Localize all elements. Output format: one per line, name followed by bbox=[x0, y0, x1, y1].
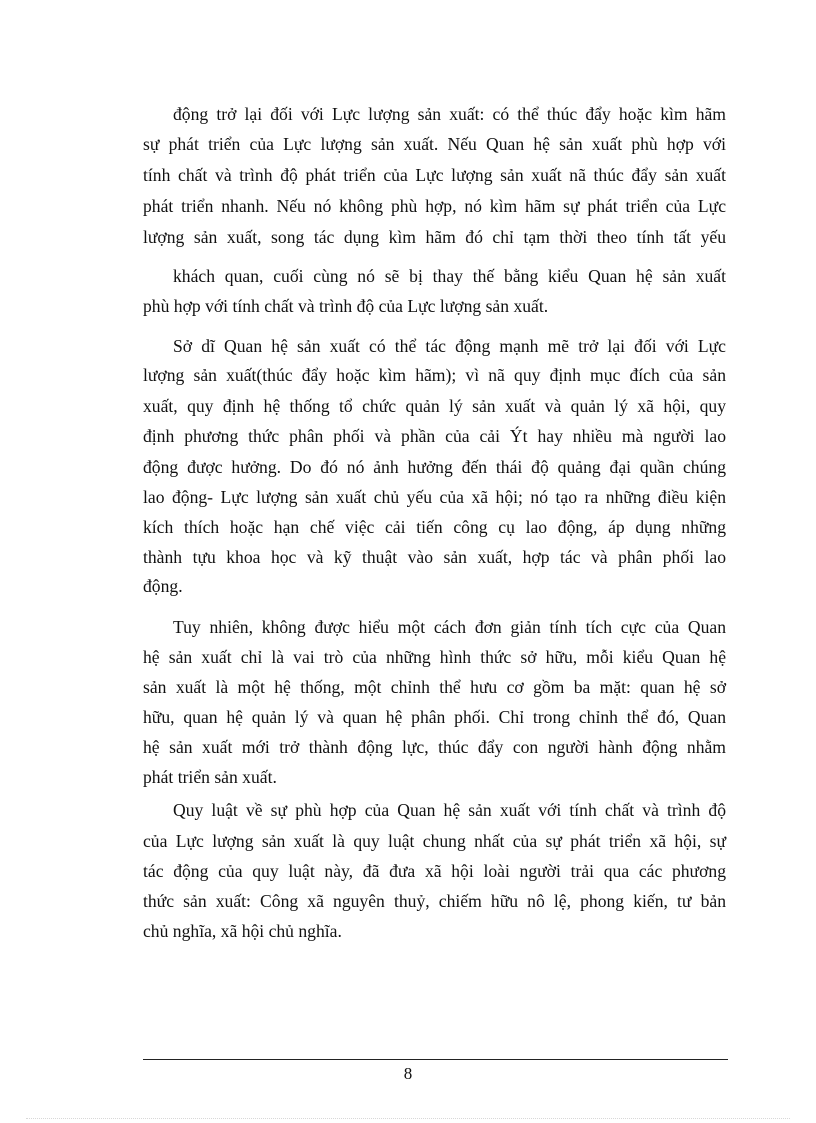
paragraph-line: hệ sản xuất mới trở thành động lực, thúc đẩy con người hành động nhằm bbox=[143, 737, 726, 757]
paragraph-line: sự phát triển của Lực lượng sản xuất. Nếu Quan hệ sản xuất phù hợp với bbox=[143, 134, 726, 154]
paragraph-line: phát triển nhanh. Nếu nó không phù hợp, nó kìm hãm sự phát triển của Lực bbox=[143, 196, 726, 216]
paragraph-line: động được hưởng. Do đó nó ảnh hưởng đến thái độ quảng đại quần chúng bbox=[143, 457, 726, 477]
paragraph-line: Quy luật về sự phù hợp của Quan hệ sản xuất với tính chất và trình độ bbox=[173, 800, 726, 820]
paragraph-line: hữu, quan hệ quản lý và quan hệ phân phối. Chỉ trong chỉnh thể đó, Quan bbox=[143, 707, 726, 727]
paragraph-line: phát triển sản xuất. bbox=[143, 767, 277, 787]
paragraph-line: động. bbox=[143, 576, 183, 596]
paragraph-line: thức sản xuất: Công xã nguyên thuỷ, chiếm hữu nô lệ, phong kiến, tư bản bbox=[143, 891, 726, 911]
paragraph-line: khách quan, cuối cùng nó sẽ bị thay thế bằng kiểu Quan hệ sản xuất bbox=[173, 266, 726, 286]
paragraph-line: chủ nghĩa, xã hội chủ nghĩa. bbox=[143, 921, 342, 941]
paragraph-line: sản xuất là một hệ thống, một chỉnh thể hưu cơ gồm ba mặt: quan hệ sở bbox=[143, 677, 726, 697]
paragraph-line: động trở lại đối với Lực lượng sản xuất: có thể thúc đẩy hoặc kìm hãm bbox=[173, 104, 726, 124]
footer-divider bbox=[143, 1059, 728, 1060]
paragraph-line: Sở dĩ Quan hệ sản xuất có thể tác động mạnh mẽ trở lại đối với Lực bbox=[173, 336, 726, 356]
paragraph-line: lao động- Lực lượng sản xuất chủ yếu của xã hội; nó tạo ra những điều kiện bbox=[143, 487, 726, 507]
paragraph-line: định phương thức phân phối và phần của cải Ýt hay nhiều mà người lao bbox=[143, 426, 726, 446]
paragraph-line: phù hợp với tính chất và trình độ của Lực lượng sản xuất. bbox=[143, 296, 549, 316]
paragraph-line: Tuy nhiên, không được hiểu một cách đơn giản tính tích cực của Quan bbox=[173, 617, 726, 637]
paragraph-line: tác động của quy luật này, đã đưa xã hội loài người trải qua các phương bbox=[143, 861, 726, 881]
paragraph-line: kích thích hoặc hạn chế việc cải tiến công cụ lao động, áp dụng những bbox=[143, 517, 726, 537]
paragraph-line: của Lực lượng sản xuất là quy luật chung nhất của sự phát triển xã hội, sự bbox=[143, 831, 726, 851]
page-bottom-border bbox=[26, 1118, 790, 1119]
paragraph-line: thành tựu khoa học và kỹ thuật vào sản xuất, hợp tác và phân phối lao bbox=[143, 547, 726, 567]
paragraph-line: lượng sản xuất, song tác dụng kìm hãm đó chỉ tạm thời theo tính tất yếu bbox=[143, 227, 726, 247]
paragraph-line: lượng sản xuất(thúc đẩy hoặc kìm hãm); vì nã quy định mục đích của sản bbox=[143, 365, 726, 385]
paragraph-line: hệ sản xuất chỉ là vai trò của những hình thức sở hữu, mỗi kiểu Quan hệ bbox=[143, 647, 726, 667]
page-number: 8 bbox=[403, 1064, 413, 1083]
paragraph-line: xuất, quy định hệ thống tổ chức quản lý sản xuất và quản lý xã hội, quy bbox=[143, 396, 726, 416]
paragraph-line: tính chất và trình độ phát triển của Lực lượng sản xuất nã thúc đẩy sản xuất bbox=[143, 165, 726, 185]
